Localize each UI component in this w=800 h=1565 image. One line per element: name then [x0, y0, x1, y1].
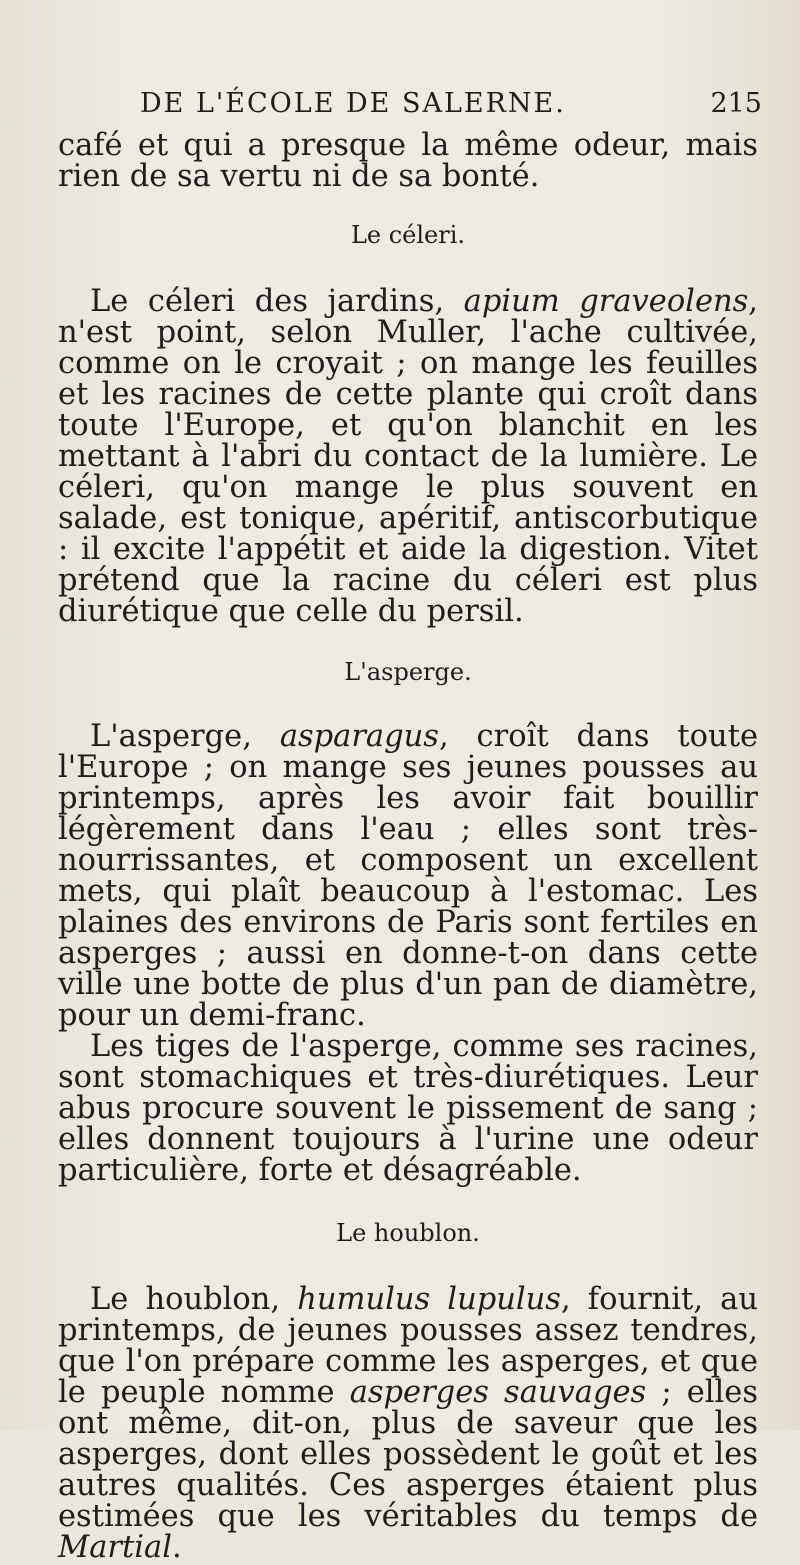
latin-name: asparagus: [279, 719, 439, 754]
latin-name: humulus lupulus: [297, 1282, 561, 1317]
paragraph-text: .: [171, 1530, 182, 1565]
latin-name: apium graveolens: [463, 284, 749, 319]
section-heading-celeri: Le céleri.: [350, 221, 466, 249]
running-header: [0, 88, 800, 128]
author-name: Martial: [58, 1530, 172, 1565]
paragraph-text: Le houblon,: [90, 1282, 298, 1317]
section-heading-asperge: L'asperge.: [344, 658, 472, 686]
paragraph-text: , fournit, au printemps, de jeunes pousses assez tendres, que l'on prépare comme les asperges, et que le peuple nomme: [58, 1282, 758, 1410]
paragraph-asperge-tiges: Les tiges de l'asperge, comme ses racines, sont stomachiques et très-diurétiques. Leur abus procure souvent le pissement de sang ; elles donnent toujours à l'urine une odeur particulière, forte et désagréable.: [58, 1029, 758, 1188]
paragraph-asperge: [58, 721, 758, 1031]
paragraph-text: , croît dans toute l'Europe ; on mange ses jeunes pousses au printemps, après les avoir fait bouillir légèrement dans l'eau ; elles sont très-nourrissantes, et composent un excellent mets, qui plaît beaucoup à l'estomac. Les plaines des environs de Paris sont fertiles en asperges ; aussi en donne-t-on dans cette ville une botte de plus d'un pan de diamètre, pour un demi-franc.: [58, 719, 758, 1033]
paragraph-text: L'asperge,: [90, 719, 280, 754]
running-title: DE L'ÉCOLE DE SALERNE.: [140, 88, 566, 119]
italic-term: asperges sauvages: [349, 1375, 647, 1410]
continuation-paragraph: café et qui a presque la même odeur, mais rien de sa vertu ni de sa bonté.: [58, 128, 758, 194]
paragraph-text: ; elles ont même, dit-on, plus de saveur que les asperges, dont elles possèdent le goût et les autres qualités. Ces asperges étaient plus estimées que les véritables du temps de: [58, 1375, 758, 1534]
section-heading-houblon: Le houblon.: [336, 1219, 480, 1247]
page-number: 215: [710, 88, 762, 119]
page-body: [58, 130, 758, 1563]
paragraph-text: , n'est point, selon Muller, l'ache cultivée, comme on le croyait ; on mange les feuilles et les racines de cette plante qui croît dans toute l'Europe, et qu'on blanchit en les mettant à l'abri du contact de la lumière. Le céleri, qu'on mange le plus souvent en salade, est tonique, apéritif, antiscorbutique : il excite l'appétit et aide la digestion. Vitet prétend que la racine du céleri est plus diurétique que celle du persil.: [58, 284, 758, 629]
paragraph-text: Le céleri des jardins,: [90, 284, 464, 319]
paragraph-celeri: [58, 286, 758, 627]
paragraph-houblon: [58, 1284, 758, 1563]
